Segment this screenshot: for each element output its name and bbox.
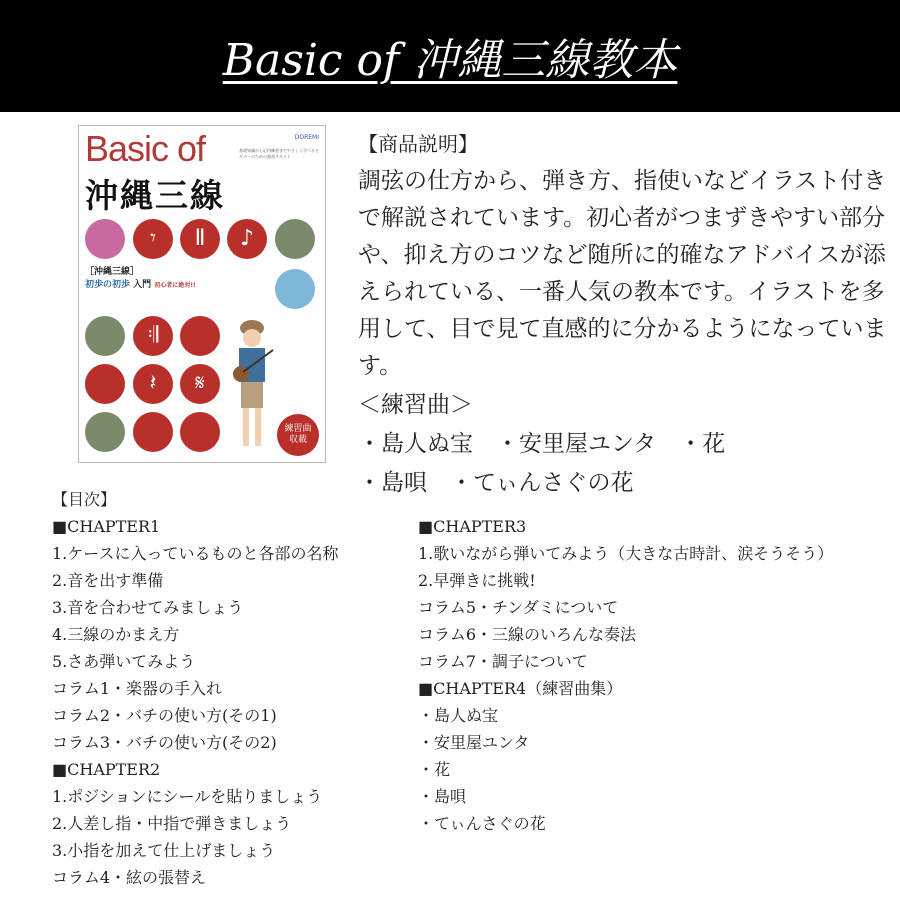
product-description: [358, 128, 888, 502]
toc-item: ・島人ぬ宝: [418, 706, 499, 725]
table-of-contents: [52, 486, 834, 887]
toc-item: 2.早弾きに挑戦!: [418, 571, 536, 590]
toc-item: コラム4・絃の張替え: [52, 868, 207, 887]
description-heading: 【商品説明】: [358, 132, 478, 156]
cover-intro: [85, 266, 196, 292]
toc-item: ・花: [418, 760, 451, 779]
segno-circle: 𝄋: [180, 364, 220, 404]
cover-title: 沖縄三線: [85, 176, 225, 215]
rest-symbol-circle: 𝄾: [133, 219, 173, 259]
toc-item: コラム5・チンダミについて: [418, 598, 619, 617]
toc-item: 2.人差し指・中指で弾きましょう: [52, 814, 292, 833]
hibiscus-photo-circle: [85, 219, 125, 259]
toc-item: ・てぃんさぐの花: [418, 814, 546, 833]
toc-item: ■CHAPTER3: [418, 517, 527, 536]
toc-item: ■CHAPTER1: [52, 517, 161, 536]
notation-circle: Ⅱ: [180, 219, 220, 259]
toc-item: 5.さあ弾いてみよう: [52, 652, 196, 671]
toc-item: コラム2・バチの使い方(その1): [52, 706, 277, 725]
sanshin-photo-circle: [275, 219, 315, 259]
cover-publisher-logo: DOREMI: [294, 134, 319, 141]
toc-item: ・島唄: [418, 787, 467, 806]
toc-item: ■CHAPTER4（練習曲集）: [418, 679, 623, 698]
practice-heading: ＜練習曲＞: [358, 392, 473, 418]
toc-item: 1.ケースに入っているものと各部の名称: [52, 544, 339, 563]
cover-note: 初心者に絶対!!: [154, 282, 196, 289]
description-body: 調弦の仕方から、弾き方、指使いなどイラスト付きで解説されています。初心者がつまずきやすい部分や、抑え方のコツなど随所に的確なアドバイスが添えられている、一番人気の教本です。イラストを多用して、目で見て直感的に分かるようになっています。: [358, 168, 887, 379]
book-cover-image: [78, 125, 326, 463]
shisa-photo-circle: [85, 316, 125, 356]
badge-line2: 収載: [288, 435, 307, 445]
toc-left-column: [52, 513, 338, 891]
toc-item: コラム6・三線のいろんな奏法: [418, 625, 637, 644]
cover-intro-a: 初歩の初歩: [85, 280, 131, 290]
toc-item: 3.音を合わせてみましょう: [52, 598, 244, 617]
instrument-photo-circle: [85, 412, 125, 452]
toc-right-column: [418, 513, 833, 837]
toc-item: ・安里屋ユンタ: [418, 733, 530, 752]
red-circle: [180, 412, 220, 452]
practice-songs-line: ・島人ぬ宝 ・安里屋ユンタ ・花: [358, 431, 726, 457]
red-circle: [133, 412, 173, 452]
cover-intro-b: 入門: [133, 280, 152, 290]
badge-line1: 練習曲: [284, 424, 312, 434]
toc-item: ■CHAPTER2: [52, 760, 161, 779]
toc-item: 4.三線のかまえ方: [52, 625, 180, 644]
red-circle: [85, 364, 125, 404]
toc-item: 2.音を出す準備: [52, 571, 164, 590]
beach-photo-circle: [275, 269, 315, 309]
repeat-sign-circle: 𝄇: [133, 316, 173, 356]
practice-songs-line: ・島唄 ・てぃんさぐの花: [358, 470, 634, 496]
toc-item: 1.歌いながら弾いてみよう（大きな古時計、涙そうそう）: [418, 544, 834, 563]
eighth-note-circle: ♪: [227, 219, 267, 259]
cover-basic-of: Basic of: [85, 128, 206, 169]
header-banner: [0, 0, 900, 112]
toc-heading: 【目次】: [52, 490, 117, 509]
quarter-rest-circle: 𝄽: [133, 364, 173, 404]
toc-item: 3.小指を加えて仕上げましょう: [52, 841, 276, 860]
cover-series: ［沖縄三線］: [85, 267, 140, 277]
toc-item: コラム3・バチの使い方(その2): [52, 733, 277, 752]
toc-item: コラム7・調子について: [418, 652, 588, 671]
red-circle: [180, 316, 220, 356]
toc-item: コラム1・楽器の手入れ: [52, 679, 223, 698]
page-title: Basic of 沖縄三線教本: [222, 35, 678, 86]
practice-songs-badge: [277, 414, 319, 456]
cover-tagline: 基礎知識から応用練習までやさしく学べるビギナーのための独習テキスト: [239, 148, 319, 159]
boy-with-sanshin-illustration: [229, 314, 275, 454]
toc-item: 1.ポジションにシールを貼りましょう: [52, 787, 323, 806]
